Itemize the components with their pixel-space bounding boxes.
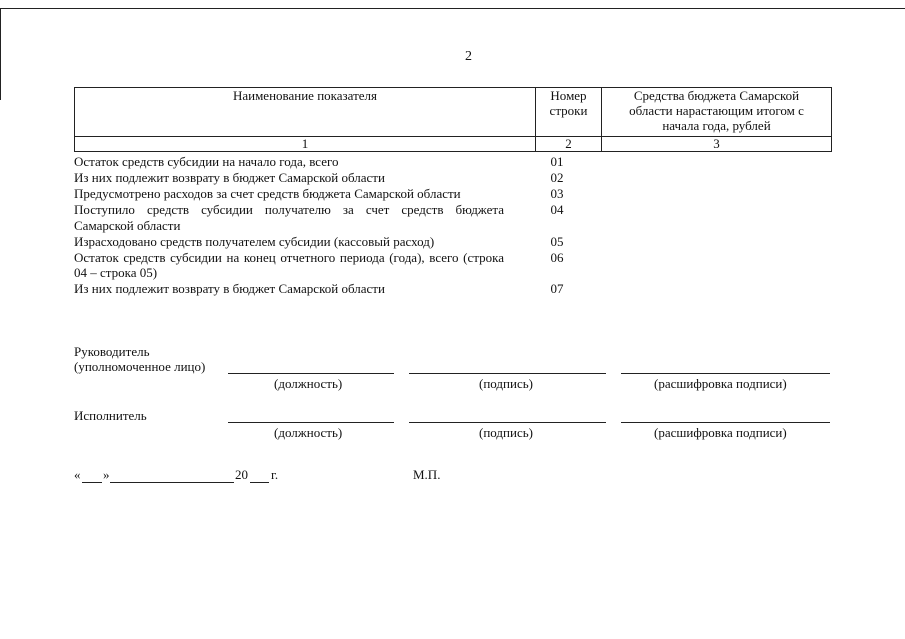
executor-position-caption: (должность) bbox=[274, 425, 343, 440]
head-signature-caption: (подпись) bbox=[479, 376, 533, 391]
row-code: 04 bbox=[550, 202, 564, 217]
executor-signature-line[interactable] bbox=[409, 422, 606, 423]
row-label: Остаток средств субсидии на начало года, всего bbox=[74, 154, 339, 169]
row-code: 07 bbox=[550, 281, 564, 296]
date-year-line[interactable] bbox=[250, 482, 269, 483]
table-column-numbers-row bbox=[75, 137, 832, 152]
date-month-line[interactable] bbox=[110, 482, 234, 483]
header-budget-funds: Средства бюджета Самарской области нарастающим итогом с начала года, рублей bbox=[602, 88, 832, 137]
executor-label: Исполнитель bbox=[74, 408, 147, 423]
head-position-line[interactable] bbox=[228, 373, 394, 374]
table-row bbox=[74, 202, 594, 233]
head-decoding-line[interactable] bbox=[621, 373, 830, 374]
executor-decoding-line[interactable] bbox=[621, 422, 830, 423]
head-decoding-caption: (расшифровка подписи) bbox=[654, 376, 787, 391]
column-number-2: 2 bbox=[536, 137, 602, 152]
row-label: Поступило средств субсидии получателю за счет средств бюджета Самарской области bbox=[74, 202, 504, 233]
table-row bbox=[74, 281, 594, 297]
row-code: 02 bbox=[550, 170, 564, 185]
column-number-3: 3 bbox=[602, 137, 832, 152]
table-row bbox=[74, 234, 594, 250]
executor-decoding-caption: (расшифровка подписи) bbox=[654, 425, 787, 440]
head-position-caption: (должность) bbox=[274, 376, 343, 391]
report-rows bbox=[74, 154, 594, 297]
header-line-number: Номер строки bbox=[536, 88, 602, 137]
date-close-quote: » bbox=[103, 467, 110, 482]
row-code: 03 bbox=[550, 186, 564, 201]
row-code: 06 bbox=[550, 249, 564, 265]
date-open-quote: « bbox=[74, 467, 81, 482]
head-signature-line[interactable] bbox=[409, 373, 606, 374]
column-number-1: 1 bbox=[75, 137, 536, 152]
row-label: Остаток средств субсидии на конец отчетного периода (года), всего (строка 04 – строка 05) bbox=[74, 249, 504, 280]
date-year-suffix: г. bbox=[271, 467, 279, 482]
table-row bbox=[74, 186, 594, 202]
row-label: Предусмотрено расходов за счет средств бюджета Самарской области bbox=[74, 186, 461, 201]
header-indicator-name: Наименование показателя bbox=[75, 88, 536, 137]
table-header-row bbox=[75, 88, 832, 137]
row-label: Израсходовано средств получателем субсидии (кассовый расход) bbox=[74, 233, 435, 249]
stamp-place: М.П. bbox=[413, 467, 441, 482]
row-code: 05 bbox=[550, 233, 564, 249]
table-row bbox=[74, 154, 594, 170]
table-row bbox=[74, 170, 594, 186]
head-label: Руководитель bbox=[74, 344, 150, 359]
executor-signature-caption: (подпись) bbox=[479, 425, 533, 440]
date-year-prefix: 20 bbox=[235, 467, 248, 482]
head-authorized-label: (уполномоченное лицо) bbox=[74, 359, 206, 374]
scan-border-top bbox=[0, 8, 905, 9]
executor-position-line[interactable] bbox=[228, 422, 394, 423]
date-day-line[interactable] bbox=[82, 482, 102, 483]
table-row bbox=[74, 250, 594, 281]
row-label: Из них подлежит возврату в бюджет Самарской области bbox=[74, 170, 385, 185]
report-table bbox=[74, 87, 832, 152]
scan-border-left bbox=[0, 8, 1, 100]
page-number: 2 bbox=[465, 49, 472, 64]
row-label: Из них подлежит возврату в бюджет Самарской области bbox=[74, 281, 385, 296]
row-code: 01 bbox=[550, 154, 564, 169]
